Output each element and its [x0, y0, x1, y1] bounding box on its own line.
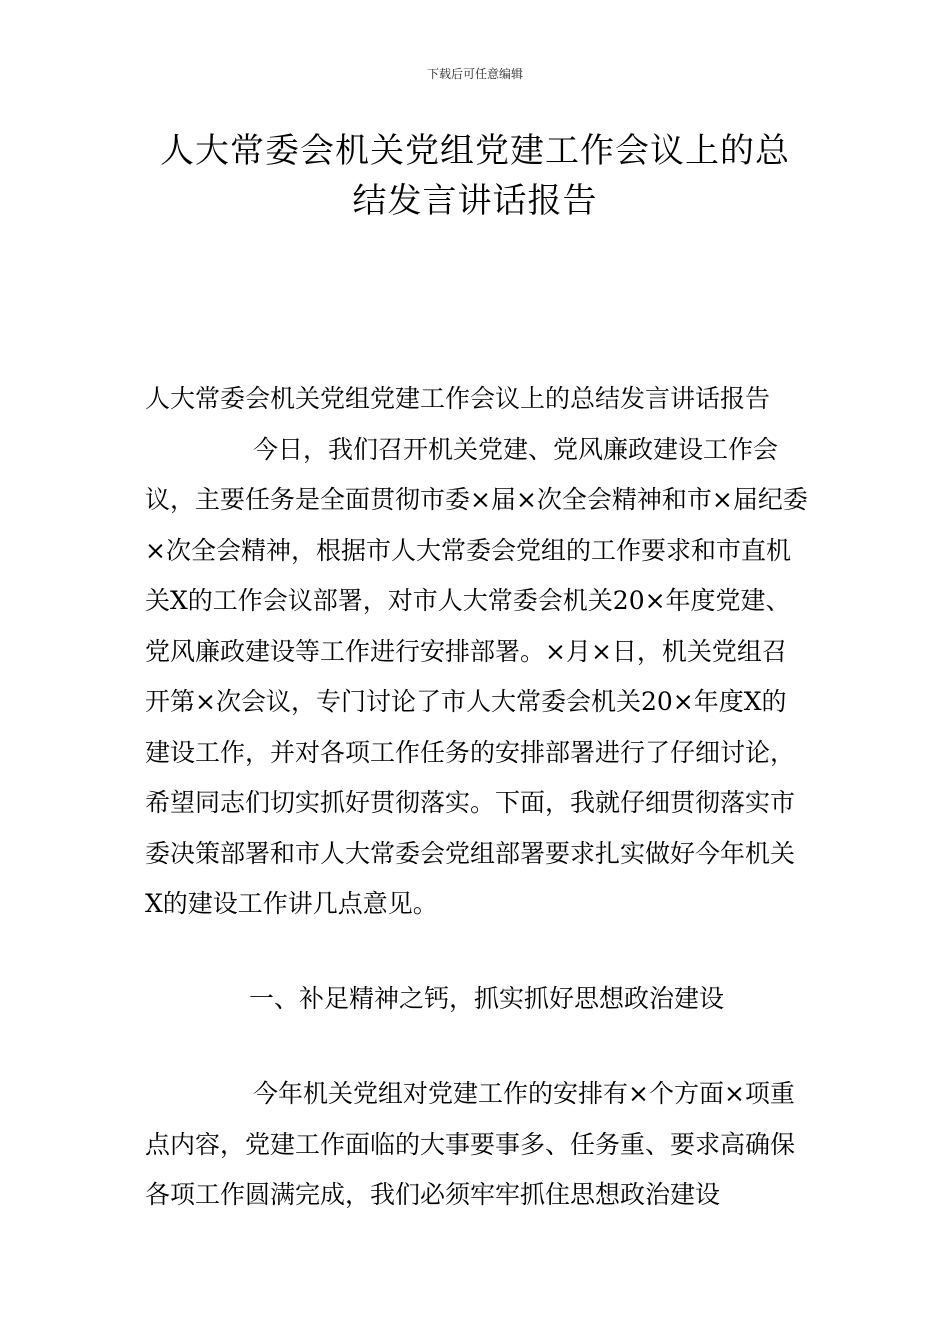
- document-title-line-1: 人大常委会机关党组党建工作会议上的总: [160, 131, 790, 171]
- body-paragraph-2: 今年机关党组对党建工作的安排有×个方面×项重点内容，党建工作面临的大事要事多、任务重、要求高确保各项工作圆满完成，我们必须牢牢抓住思想政治建设: [145, 1079, 796, 1209]
- section-heading-1: 一、补足精神之钙，抓实抓好思想政治建设: [249, 983, 725, 1013]
- body-paragraph-1: 今日，我们召开机关党建、党风廉政建设工作会议，主要任务是全面贯彻市委×届×次全会精神和市×届纪委×次全会精神，根据市人大常委会党组的工作要求和市直机关X的工作会议部署，对市人大常委会机关20×年度党建、党风廉政建设等工作进行安排部署。×月×日，机关党组召开第×次会议，专门讨论了市人大常委会机关20×年度X的建设工作，并对各项工作任务的安排部署进行了仔细讨论，希望同志们切实抓好贯彻落实。下面，我就仔细贯彻落实市委决策部署和市人大常委会党组部署要求扎实做好今年机关X的建设工作讲几点意见。: [145, 434, 808, 918]
- document-title-line-2: 结发言讲话报告: [352, 181, 598, 221]
- document-body: [145, 374, 810, 1221]
- body-subtitle: 人大常委会机关党组党建工作会议上的总结发言讲话报告: [145, 384, 771, 413]
- document-title: [120, 126, 830, 226]
- page-header-note: 下载后可任意编辑: [426, 67, 523, 81]
